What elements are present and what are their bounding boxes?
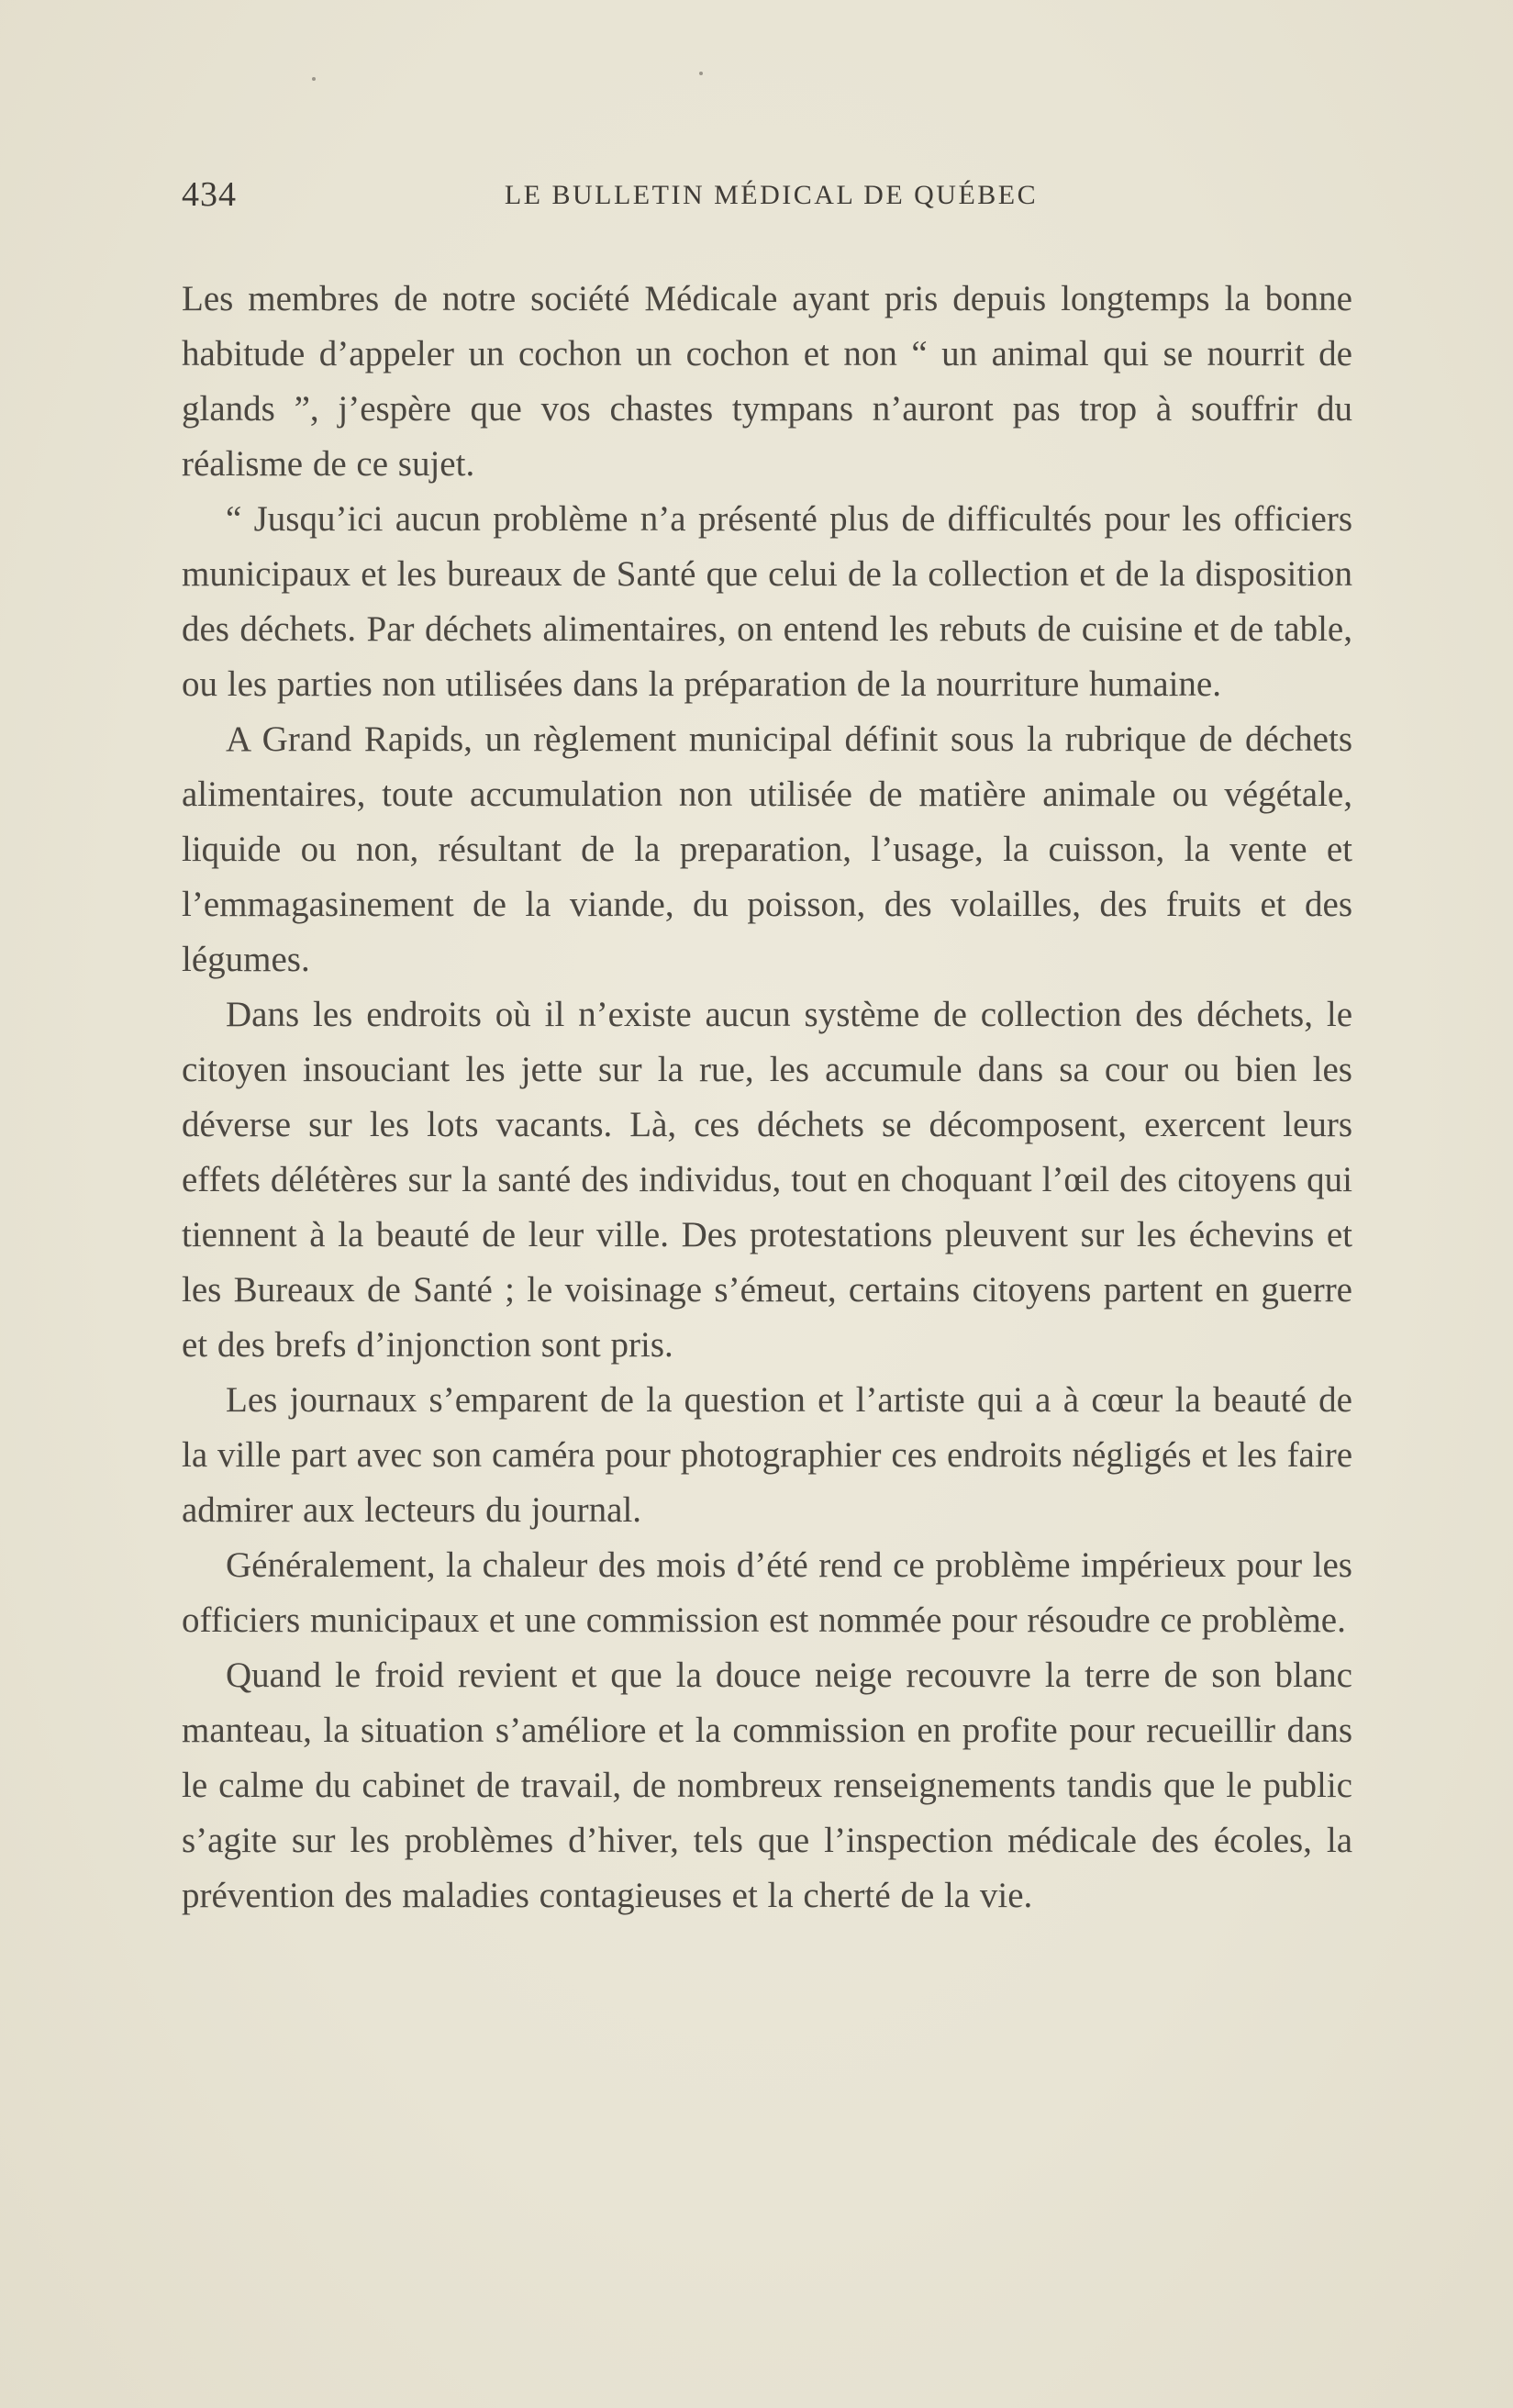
paper-speck — [699, 72, 703, 75]
paragraph-6: Généralement, la chaleur des mois d’été rend ce problème impérieux pour les officiers municipaux et une commission est nommée pour résoudre ce problème. — [182, 1545, 1352, 1640]
page-number: 434 — [182, 175, 237, 214]
paragraph-5: Les journaux s’emparent de la question et l’artiste qui a à cœur la beauté de la ville part avec son caméra pour photographier ces endroits négligés et les faire admirer aux lecteurs du journal. — [182, 1380, 1352, 1530]
paragraph-3: A Grand Rapids, un règlement municipal définit sous la rubrique de déchets alimentaires, toute accumulation non utilisée de matière animale ou végétale, liquide ou non, résultant de la preparation, l’usage, la cuisson, la vente et l’emmagasinement de la viande, du poisson, des volailles, des fruits et des légumes. — [182, 719, 1352, 979]
page-header — [182, 174, 1361, 220]
paper-speck — [312, 77, 316, 81]
paragraph-2: “ Jusqu’ici aucun problème n’a présenté plus de difficultés pour les officiers municipaux et les bureaux de Santé que celui de la collection et de la disposition des déchets. Par déchets alimentaires, on entend les rebuts de cuisine et de table, ou les parties non utilisées dans la préparation de la nourriture humaine. — [182, 499, 1352, 704]
paragraph-7: Quand le froid revient et que la douce neige recouvre la terre de son blanc manteau, la situation s’améliore et la commission en profite pour recueillir dans le calme du cabinet de travail, de nombreux renseignements tandis que le public s’agite sur les problèmes d’hiver, tels que l’inspection médicale des écoles, la prévention des maladies contagieuses et la cherté de la vie. — [182, 1656, 1352, 1915]
article-body — [182, 272, 1352, 1923]
running-title: LE BULLETIN MÉDICAL DE QUÉBEC — [504, 180, 1039, 210]
paragraph-1: Les membres de notre société Médicale ayant pris depuis longtemps la bonne habitude d’appeler un cochon un cochon et non “ un animal qui se nourrit de glands ”, j’espère que vos chastes tympans n’auront pas trop à souffrir du réalisme de ce sujet. — [182, 279, 1352, 484]
paragraph-4: Dans les endroits où il n’existe aucun système de collection des déchets, le citoyen insouciant les jette sur la rue, les accumule dans sa cour ou bien les déverse sur les lots vacants. Là, ces déchets se décomposent, exercent leurs effets délétères sur la santé des individus, tout en choquant l’œil des citoyens qui tiennent à la beauté de leur ville. Des protestations pleuvent sur les échevins et les Bureaux de Santé ; le voisinage s’émeut, certains citoyens partent en guerre et des brefs d’injonction sont pris. — [182, 995, 1352, 1365]
